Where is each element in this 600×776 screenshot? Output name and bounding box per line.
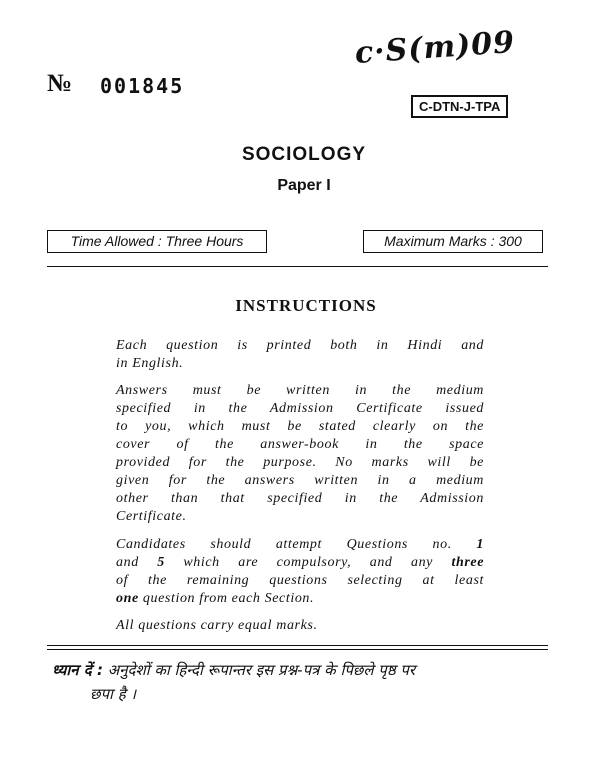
instruction-line: All questions carry equal marks. [116,618,318,633]
serial-label: № [47,70,74,97]
instructions-heading: INSTRUCTIONS [235,296,377,315]
serial-number: 001845 [100,74,185,98]
instruction-paragraph-4 [116,617,484,635]
instruction-line: of the remaining questions selecting at least [116,573,484,588]
question-number-5: 5 [157,555,165,570]
divider-double-top [47,645,548,646]
instruction-line: in English. [116,356,184,371]
instruction-text: which are compulsory, and any [164,555,452,570]
hindi-note [52,658,552,706]
instruction-line: Certificate. [116,509,187,524]
paper-label: Paper I [277,177,331,194]
instruction-text: and [116,555,158,570]
instruction-paragraph-2 [116,382,484,526]
instruction-line [116,536,484,554]
divider-double-bottom [47,649,548,650]
instruction-line: specified in the Admission Certificate issued [116,401,484,416]
question-number-1: 1 [476,537,484,552]
instruction-text: Candidates should attempt Questions no. [116,537,477,552]
instruction-line: to you, which must be stated clearly on the [116,419,484,434]
instruction-line: Each question is printed both in Hindi and [116,338,484,353]
emphasis-three: three [451,555,485,570]
handwritten-code: c·S(m)09 [353,24,517,71]
hindi-note-line-2: छपा है । [90,685,137,703]
subject-title: SOCIOLOGY [241,144,367,165]
divider-top [47,266,548,267]
hindi-note-line-1: अनुदेशों का हिन्दी रूपान्तर इस प्रश्न-पत्र के पिछले पृष्ठ पर [107,661,416,679]
instruction-line: provided for the purpose. No marks will be [116,455,484,470]
instruction-line: other than that specified in the Admission [116,491,484,506]
instruction-line [116,554,484,572]
maximum-marks-box: Maximum Marks : 300 [363,230,543,253]
time-allowed-box: Time Allowed : Three Hours [47,230,267,253]
paper-code-box: C-DTN-J-TPA [411,95,508,118]
emphasis-one: one [116,591,139,606]
hindi-note-label: ध्यान दें : [52,661,103,679]
instruction-line: cover of the answer-book in the space [116,437,484,452]
instruction-line [116,590,484,608]
instruction-line: Answers must be written in the medium [116,383,484,398]
instruction-line: given for the answers written in a medium [116,473,484,488]
instruction-paragraph-1 [116,337,484,373]
instruction-text: question from each Section. [138,591,315,606]
instruction-paragraph-3 [116,536,484,608]
